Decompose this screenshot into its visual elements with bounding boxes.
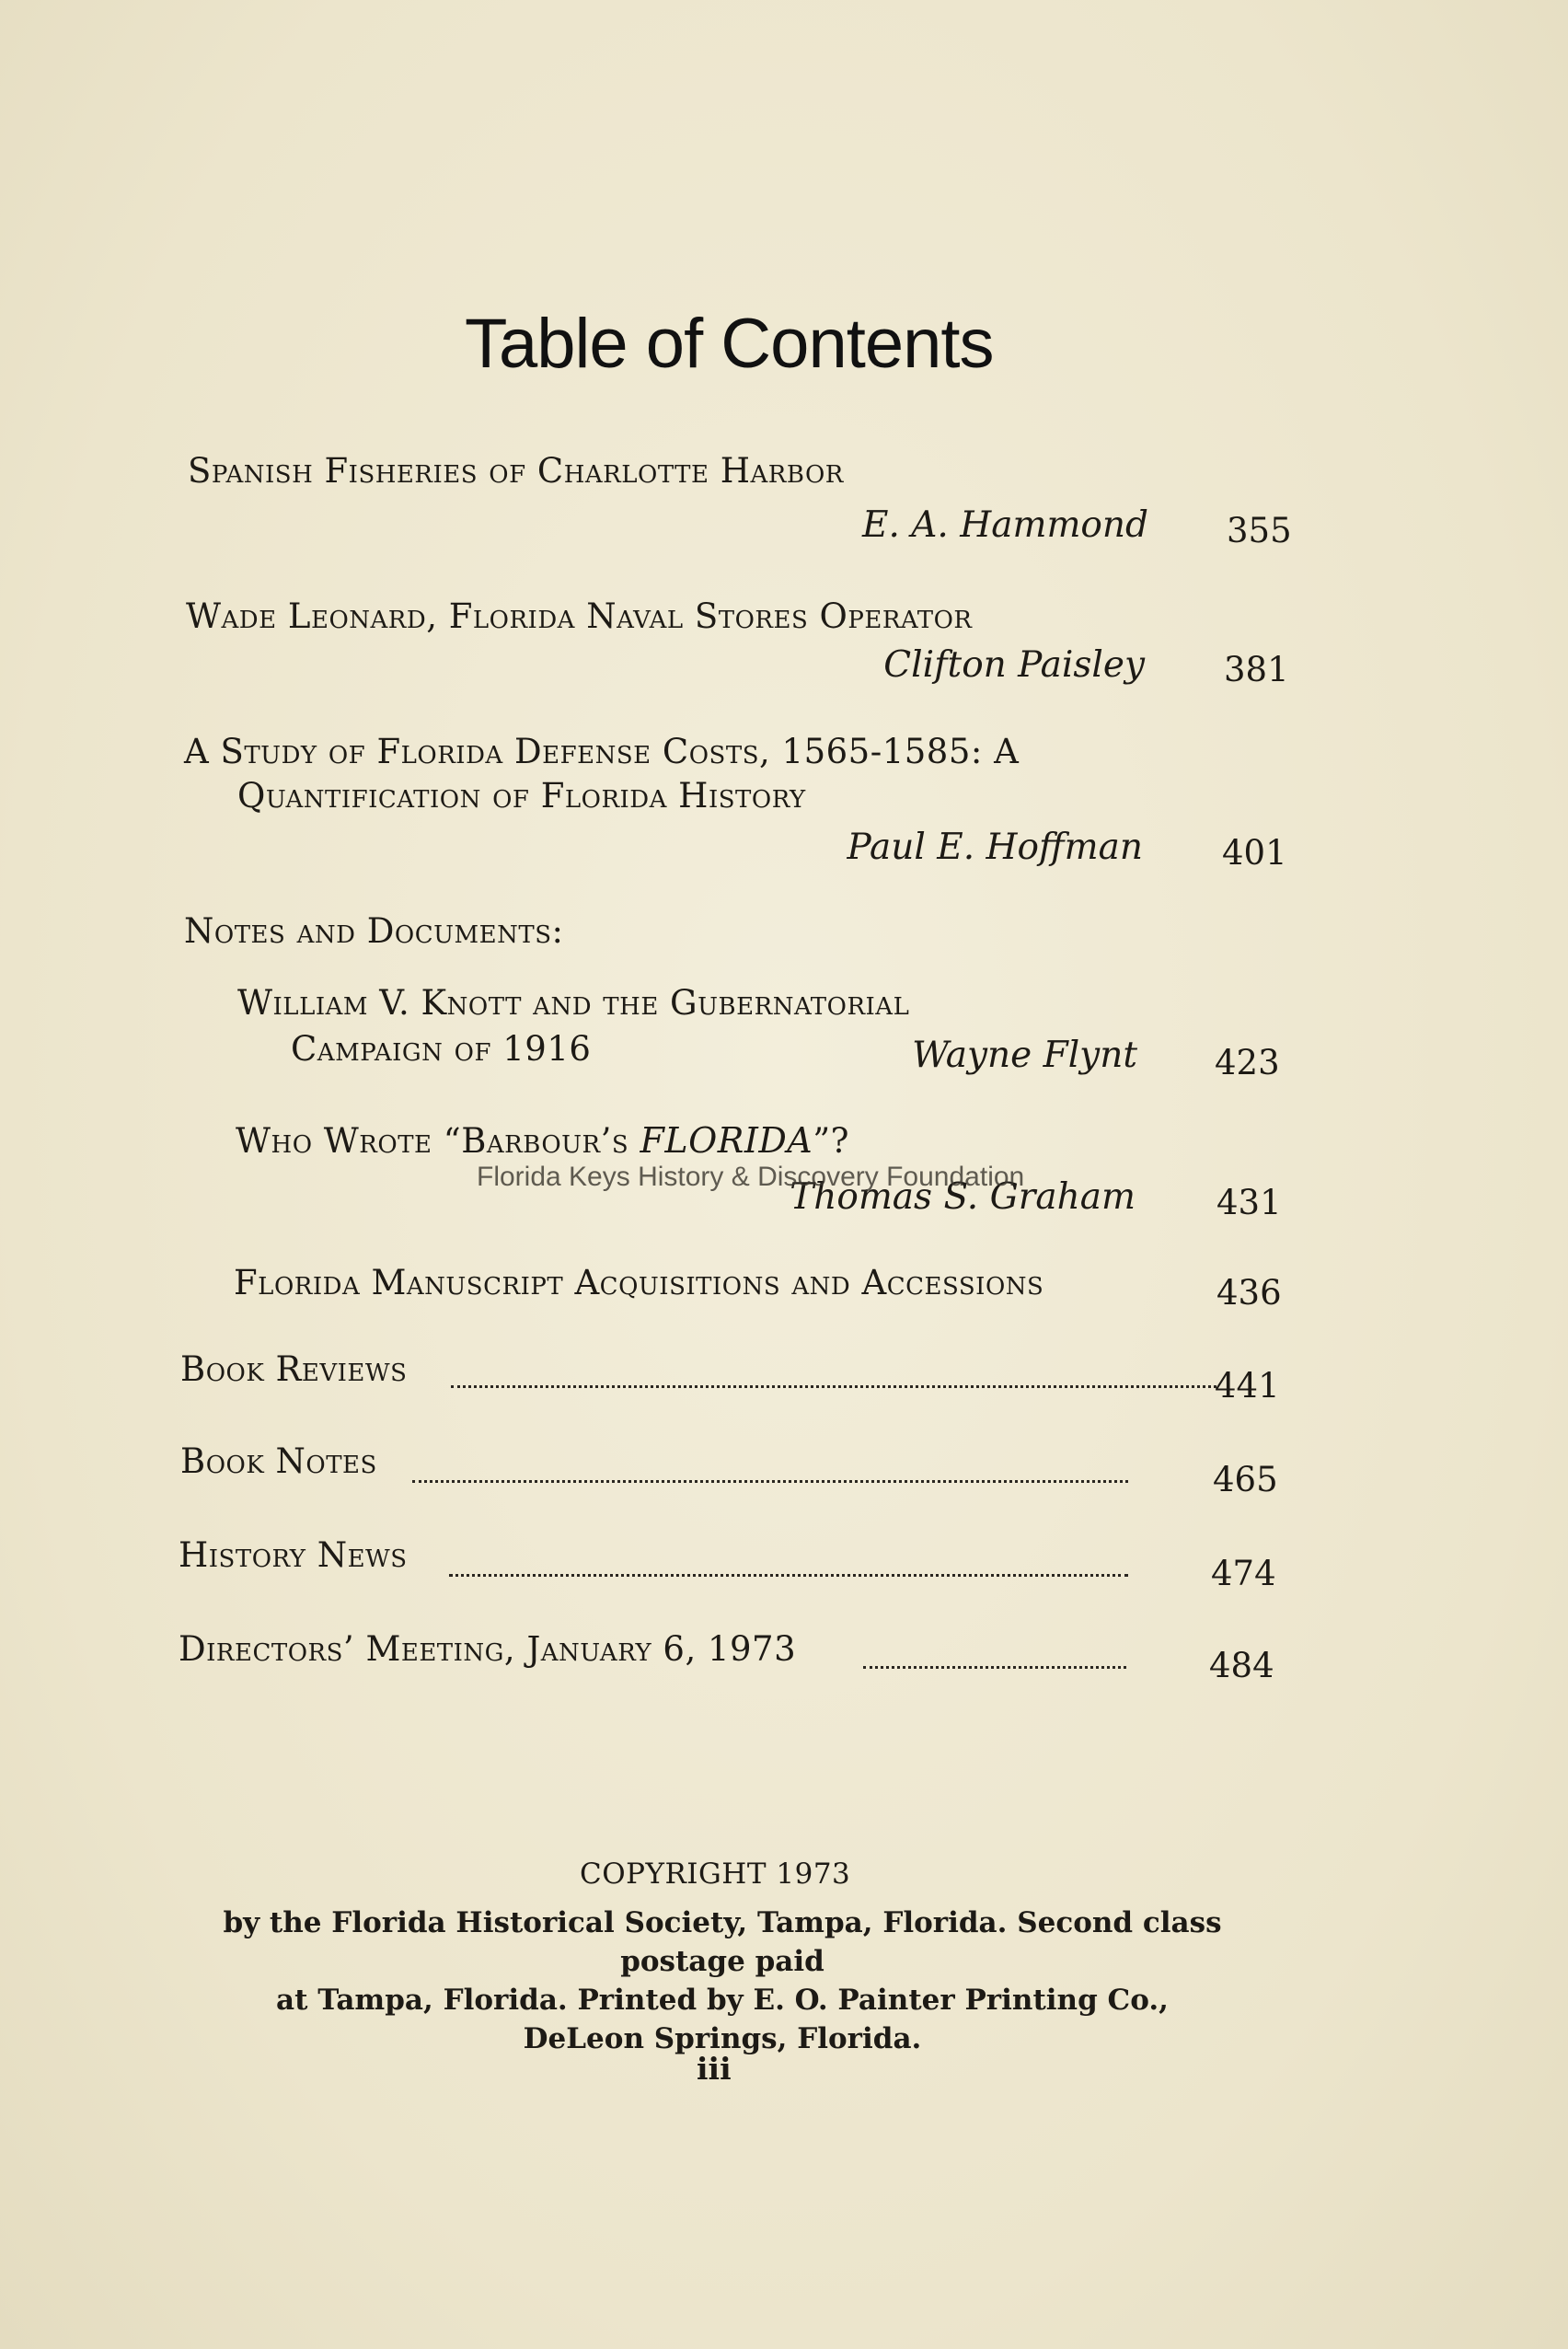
publisher-info [166, 1904, 1279, 2058]
title-prefix: Who Wrote “Barbour’s [236, 1121, 640, 1161]
toc-entry-title: History News [179, 1535, 408, 1575]
toc-entry-page: 381 [1224, 650, 1289, 689]
page-title: Table of Contents [465, 305, 994, 383]
toc-entry-page: 465 [1213, 1460, 1278, 1499]
toc-entry-title: Directors’ Meeting, January 6, 1973 [179, 1629, 797, 1669]
toc-entry-page: 436 [1216, 1273, 1282, 1313]
toc-entry-author: Clifton Paisley [883, 644, 1145, 686]
toc-entry-page: 441 [1215, 1366, 1280, 1406]
toc-entry-author: Paul E. Hoffman [847, 827, 1143, 868]
publisher-line: DeLeon Springs, Florida. [523, 2022, 922, 2055]
toc-entry-title-line2: Quantification of Florida History [237, 776, 806, 816]
watermark: Florida Keys History & Discovery Foundation [477, 1162, 1025, 1192]
toc-entry-author: E. A. Hammond [861, 504, 1148, 546]
toc-entry-title: Book Notes [180, 1441, 377, 1481]
toc-entry-title [236, 1120, 849, 1161]
toc-entry-title: Wade Leonard, Florida Naval Stores Operator [186, 596, 973, 636]
toc-entry-author: Wayne Flynt [912, 1035, 1137, 1076]
title-italic: FLORIDA [640, 1120, 813, 1161]
toc-entry-page: 484 [1209, 1646, 1274, 1685]
toc-entry-page: 431 [1216, 1183, 1282, 1222]
toc-entry-title-line2: Campaign of 1916 [291, 1029, 592, 1069]
toc-entry-page: 355 [1227, 511, 1292, 550]
toc-entry-title-line1: A Study of Florida Defense Costs, 1565-1585: A [184, 732, 1020, 771]
toc-entry-page: 474 [1211, 1554, 1276, 1593]
toc-entry-author: Thomas S. Graham [790, 1176, 1136, 1218]
copyright-notice: COPYRIGHT 1973 [580, 1857, 851, 1891]
page-number: iii [697, 2051, 732, 2087]
toc-entry-title-line1: William V. Knott and the Gubernatorial [237, 983, 910, 1023]
toc-entry-page: 423 [1215, 1043, 1280, 1082]
publisher-line: at Tampa, Florida. Printed by E. O. Painter Printing Co., [276, 1984, 1169, 2017]
publisher-line: by the Florida Historical Society, Tampa, Florida. Second class postage paid [223, 1906, 1222, 1978]
section-heading: Notes and Documents: [184, 911, 564, 951]
toc-entry-page: 401 [1222, 833, 1287, 873]
toc-entry-title: Book Reviews [180, 1349, 408, 1389]
toc-entry-title: Spanish Fisheries of Charlotte Harbor [188, 451, 844, 491]
dot-leader [449, 1574, 1128, 1577]
dot-leader [863, 1666, 1126, 1669]
dot-leader [451, 1385, 1216, 1388]
title-suffix: ”? [813, 1121, 850, 1161]
dot-leader [412, 1480, 1128, 1483]
toc-entry-title: Florida Manuscript Acquisitions and Accessions [234, 1263, 1044, 1302]
